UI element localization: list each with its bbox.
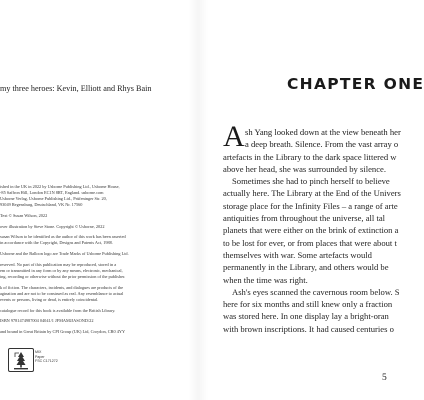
imprint-line: k of fiction. The characters, incidents, and dialogues are products of the [0,284,124,290]
imprint-line: em or transmitted in any form or by any means, electronic, mechanical, [0,267,123,273]
imprint-line: and bound in Great Britain by CPI Group (UK) Ltd, Croydon, CR0 4YY [0,328,126,334]
imprint-line: ing, recording or otherwise without the prior permission of the publisher. [0,274,126,279]
body-line: above her head, she was surrounded by silence. [223,163,386,174]
fsc-logo-icon [8,348,34,372]
imprint-line: 93049 Regensburg, Deutschland, VK Nr. 17560 [0,202,83,208]
left-page [0,0,190,400]
chapter-body [223,151,405,335]
fsc-caption-line: Paper [35,354,45,359]
body-line: sh Yang looked down at the view beneath her [245,127,401,137]
imprint-line: susan Wilson to be identified as the author of this work has been asserted [0,234,126,240]
imprint-line: over illustration by Steve Stone. Copyright © Usborne, 2022 [0,223,105,229]
imprint-line: Usborne Verlag, Usborne Publishing Ltd., Prüfeninger Str. 20, [0,196,107,202]
body-line: here for six months and still knew only a fraction [223,299,393,310]
body-line: permanently in the Library, and others would be [223,262,389,273]
body-line: to be lost for ever, or from places that were about t [223,237,397,248]
copyright-imprint [0,184,186,335]
fsc-caption-line: MIX [35,350,42,354]
dedication: my three heroes: Kevin, Elliott and Rhys Bain [0,84,152,93]
imprint-line: agination and are not to be construed as real. Any resemblance to actual [0,290,124,296]
body-line: when the time was right. [223,274,308,285]
imprint-line: in accordance with the Copyright, Designs and Patents Act, 1988. [0,240,113,246]
body-line: a deep breath. Silence. From the vast array o [245,139,399,150]
imprint-line: catalogue record for this book is available from the British Library. [0,307,116,313]
imprint-line: ished in the UK in 2022 by Usborne Publishing Ltd., Usborne House, [0,184,120,189]
body-line: storage place for the Infinity Files – a range of arte [223,200,398,211]
body-line: artefacts in the Library to the dark space littered w [223,151,397,162]
body-line: was stored here. In one display lay a bright-oran [223,311,389,322]
page-number: 5 [382,373,387,383]
imprint-line: Usborne and the Balloon logo are Trade Marks of Usborne Publishing Ltd. [0,251,129,257]
opening-lines [245,126,405,151]
right-page [210,0,424,400]
page-gutter [188,0,208,400]
imprint-line: ISBN 9781474987004 04041/1 JFMAMJJASOND/22 [0,318,94,324]
body-line: planets that were either on the brink of extinction a [223,225,399,236]
body-line: with brown inscriptions. It had caused centuries o [223,323,394,334]
body-line: antiquities from throughout the universe, all tal [223,213,386,224]
body-line: Sometimes she had to pinch herself to believe [232,176,390,187]
imprint-line: -85 Saffron Hill, London EC1N 8RT, England. usborne.com [0,190,104,196]
body-line: themselves with war. Some artefacts would [223,249,372,260]
fsc-caption [35,350,75,364]
fsc-caption-line: FSC C171272 [35,359,58,364]
imprint-line: events or persons, living or dead, is entirely coincidental. [0,296,99,302]
body-line: actually here. The Library at the End of the Univers [223,188,401,199]
body-line: Ash's eyes scanned the cavernous room below. S [232,286,400,297]
chapter-heading: CHAPTER ONE [287,75,424,93]
imprint-line: reserved. No part of this publication may be reproduced, stored in a [0,261,117,267]
drop-cap: A [223,120,245,153]
imprint-line: Text © Susan Wilson, 2022 [0,212,48,218]
